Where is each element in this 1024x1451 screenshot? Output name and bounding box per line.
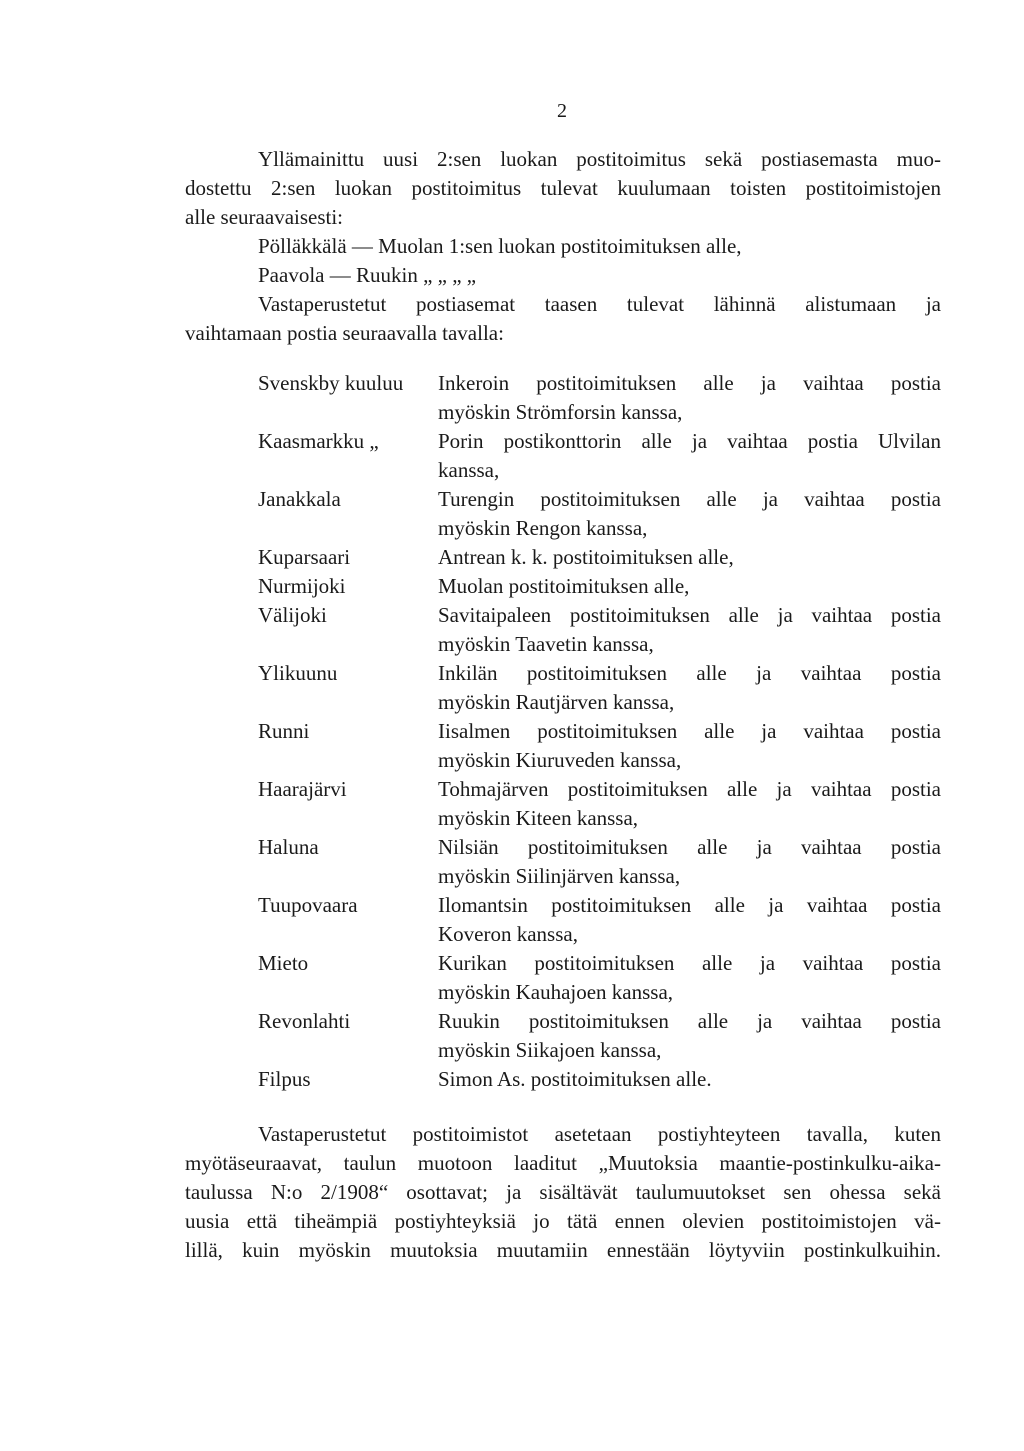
- assignment-text: [438, 572, 941, 601]
- intro-line: dostettu 2:sen luokan postitoimitus tulevat kuulumaan toisten postitoimistojen: [185, 176, 941, 200]
- assignment-line: Savitaipaleen postitoimituksen alle ja vaihtaa postia: [438, 603, 941, 627]
- closing-line: taulussa N:o 2/1908“ osottavat; ja sisältävät taulumuutokset sen ohessa sekä: [185, 1180, 941, 1204]
- list-item: [258, 543, 941, 572]
- assignment-line: Koveron kanssa,: [438, 922, 578, 946]
- assignment-text: [438, 369, 941, 427]
- place-name: Haarajärvi: [258, 777, 347, 801]
- assignment-line: myöskin Kiteen kanssa,: [438, 806, 639, 830]
- intro-line: Vastaperustetut postiasemat taasen tulevat lähinnä alistumaan ja: [258, 292, 941, 316]
- assignment-text: [438, 717, 941, 775]
- closing-line: lillä, kuin myöskin muutoksia muutamiin ennestään löytyviin postinkulkuihin.: [185, 1238, 941, 1262]
- assignment-line: Iisalmen postitoimituksen alle ja vaihtaa postia: [438, 719, 941, 743]
- assignment-text: [438, 427, 941, 485]
- post-office-list: [258, 369, 941, 1094]
- assignment-line: myöskin Kiuruveden kanssa,: [438, 748, 682, 772]
- intro-line: Yllämainittu uusi 2:sen luokan postitoimitus sekä postiasemasta muo-: [258, 147, 941, 171]
- assignment-line: myöskin Siilinjärven kanssa,: [438, 864, 681, 888]
- list-item: [258, 369, 941, 427]
- assignment-line: Turengin postitoimituksen alle ja vaihtaa postia: [438, 487, 941, 511]
- list-item: [258, 601, 941, 659]
- assignment-line: Inkilän postitoimituksen alle ja vaihtaa postia: [438, 661, 941, 685]
- assignment-line: myöskin Siikajoen kanssa,: [438, 1038, 662, 1062]
- assignment-line: Ilomantsin postitoimituksen alle ja vaihtaa postia: [438, 893, 941, 917]
- assignment-text: [438, 949, 941, 1007]
- list-item: [258, 427, 941, 485]
- assignment-line: Tohmajärven postitoimituksen alle ja vaihtaa postia: [438, 777, 941, 801]
- assignment-line: Muolan postitoimituksen alle,: [438, 574, 690, 598]
- intro-line: Pölläkkälä — Muolan 1:sen luokan postitoimituksen alle,: [258, 234, 742, 258]
- place-name: Mieto: [258, 951, 309, 975]
- closing-line: uusia että tiheämpiä postiyhteyksiä jo tätä ennen olevien postitoimistojen vä-: [185, 1209, 941, 1233]
- list-item: [258, 949, 941, 1007]
- place-name: Haluna: [258, 835, 319, 859]
- list-item: [258, 485, 941, 543]
- place-name: Nurmijoki: [258, 574, 346, 598]
- list-item: [258, 833, 941, 891]
- closing-line: myötäseuraavat, taulun muotoon laaditut „Muutoksia maantie-postinkulku-aika-: [185, 1151, 941, 1175]
- list-item: [258, 1007, 941, 1065]
- assignment-line: Simon As. postitoimituksen alle.: [438, 1067, 712, 1091]
- assignment-line: Nilsiän postitoimituksen alle ja vaihtaa postia: [438, 835, 941, 859]
- assignment-line: myöskin Taavetin kanssa,: [438, 632, 654, 656]
- assignment-line: Porin postikonttorin alle ja vaihtaa postia Ulvilan: [438, 429, 941, 453]
- assignment-text: [438, 775, 941, 833]
- place-name: Runni: [258, 719, 310, 743]
- assignment-text: [438, 1007, 941, 1065]
- assignment-line: Ruukin postitoimituksen alle ja vaihtaa postia: [438, 1009, 941, 1033]
- place-name: Filpus: [258, 1067, 311, 1091]
- assignment-text: [438, 659, 941, 717]
- assignment-line: Kurikan postitoimituksen alle ja vaihtaa postia: [438, 951, 941, 975]
- list-item: [258, 717, 941, 775]
- assignment-text: [438, 833, 941, 891]
- place-name: Kuparsaari: [258, 545, 351, 569]
- assignment-text: [438, 543, 941, 572]
- list-item: [258, 659, 941, 717]
- page-number: 2: [557, 100, 567, 122]
- place-name: Janakkala: [258, 487, 341, 511]
- place-name: Revonlahti: [258, 1009, 351, 1033]
- list-item: [258, 891, 941, 949]
- place-name: Välijoki: [258, 603, 327, 627]
- assignment-line: myöskin Rautjärven kanssa,: [438, 690, 675, 714]
- assignment-text: [438, 485, 941, 543]
- assignment-line: Inkeroin postitoimituksen alle ja vaihtaa postia: [438, 371, 941, 395]
- place-name: Ylikuunu: [258, 661, 338, 685]
- place-name: Kaasmarkku „: [258, 429, 379, 453]
- intro-line: Paavola — Ruukin „ „ „ „: [258, 263, 477, 287]
- assignment-text: [438, 1065, 941, 1094]
- assignment-text: [438, 601, 941, 659]
- place-name: Svenskby kuuluu: [258, 371, 404, 395]
- assignment-line: kanssa,: [438, 458, 500, 482]
- assignment-line: myöskin Rengon kanssa,: [438, 516, 648, 540]
- intro-line: alle seuraavaisesti:: [185, 205, 344, 229]
- assignment-line: myöskin Strömforsin kanssa,: [438, 400, 683, 424]
- list-item: [258, 572, 941, 601]
- closing-paragraph: [185, 1120, 941, 1265]
- place-name: Tuupovaara: [258, 893, 358, 917]
- assignment-line: Antrean k. k. postitoimituksen alle,: [438, 545, 734, 569]
- intro-paragraph: [185, 145, 941, 348]
- list-item: [258, 1065, 941, 1094]
- closing-line: Vastaperustetut postitoimistot asetetaan postiyhteyteen tavalla, kuten: [258, 1122, 941, 1146]
- assignment-line: myöskin Kauhajoen kanssa,: [438, 980, 674, 1004]
- assignment-text: [438, 891, 941, 949]
- intro-line: vaihtamaan postia seuraavalla tavalla:: [185, 321, 504, 345]
- list-item: [258, 775, 941, 833]
